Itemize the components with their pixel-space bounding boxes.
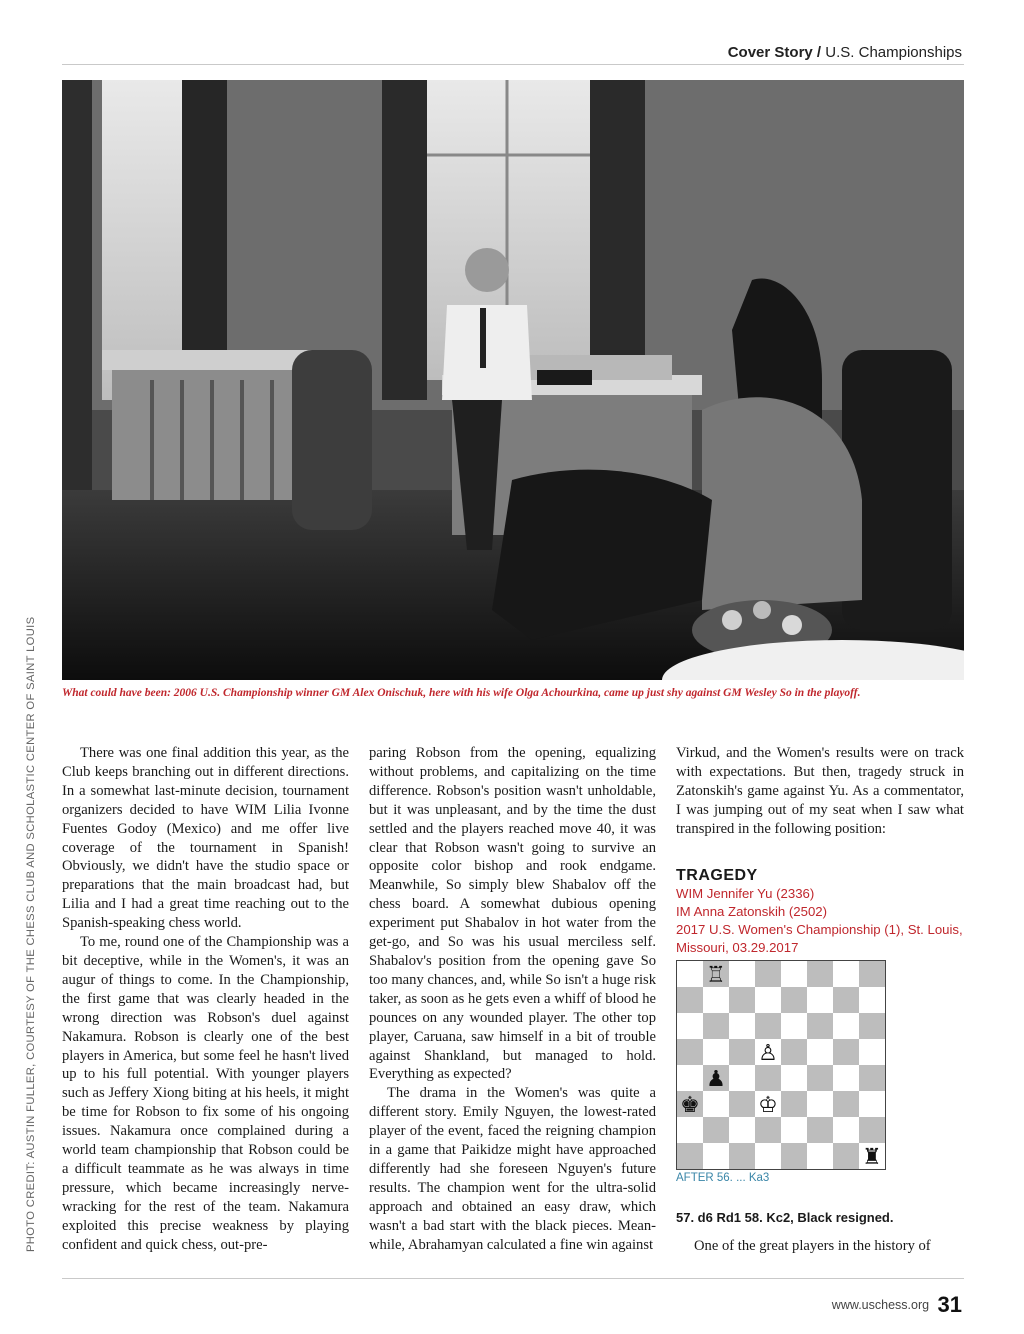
board-square xyxy=(859,1039,885,1065)
board-square xyxy=(729,1013,755,1039)
board-square xyxy=(833,1091,859,1117)
board-square xyxy=(807,961,833,987)
board-square xyxy=(729,1065,755,1091)
board-square xyxy=(807,1143,833,1169)
board-square xyxy=(755,1065,781,1091)
board-square xyxy=(729,1091,755,1117)
page-footer xyxy=(832,1292,962,1318)
board-square xyxy=(781,1039,807,1065)
paragraph: paring Robson from the opening, equalizing without problems, and capitalizing on the time difference. Robson's position wasn't unholdable, but it was unpleasant, and by the time the dust settled and the players reached move 40, it was clear that Robson wasn't going to survive an opposite color bishop and rook endgame. Meanwhile, So simply blew Shabalov off the chess board. A somewhat dubious opening experiment put Shabalov in hot water from the get-go, and So was his usual merciless self. Shabalov's position from the opening gave So too many chances, and, while So isn't a huge risk taker, as soon as he gets even a whiff of blood he pounces on any wounded player. The other top player, Caruana, saw himself in a bit of trouble against Shankland, but managed to hold. Everything as expected? xyxy=(369,745,656,1083)
board-square xyxy=(703,1117,729,1143)
board-square xyxy=(781,987,807,1013)
white-player: WIM Jennifer Yu (2336) xyxy=(676,886,815,902)
text-column-2 xyxy=(369,744,656,1254)
board-square xyxy=(755,1117,781,1143)
board-square xyxy=(703,1143,729,1169)
board-square xyxy=(729,987,755,1013)
board-square xyxy=(859,987,885,1013)
website-url: www.uschess.org xyxy=(831,1298,930,1312)
board-square xyxy=(729,961,755,987)
board-square xyxy=(833,1065,859,1091)
game-heading: TRAGEDY xyxy=(676,866,758,884)
subsection-name: U.S. Championships xyxy=(825,44,962,61)
white-king-icon: ♔ xyxy=(758,1093,778,1118)
board-square xyxy=(807,1013,833,1039)
game-moves: 57. d6 Rd1 58. Kc2, Black resigned. xyxy=(676,1210,894,1225)
photo-illustration xyxy=(62,80,964,680)
text-column-3 xyxy=(676,744,964,957)
running-header xyxy=(728,44,962,61)
event-info: 2017 U.S. Women's Championship (1), St. Louis, Missouri, 03.29.2017 xyxy=(676,922,963,956)
text-column-1 xyxy=(62,744,349,1254)
section-name: Cover Story xyxy=(727,44,813,61)
chess-board xyxy=(677,961,885,1169)
photo-credit: PHOTO CREDIT: AUSTIN FULLER, COURTESY OF THE CHESS CLUB AND SCHOLASTIC CENTER OF SAINT LOUIS xyxy=(25,616,37,1252)
board-square xyxy=(833,1013,859,1039)
board-square xyxy=(729,1143,755,1169)
black-pawn-icon: ♟ xyxy=(706,1067,726,1092)
board-square xyxy=(677,1039,703,1065)
board-square xyxy=(703,1091,729,1117)
board-square xyxy=(859,1065,885,1091)
board-square xyxy=(755,1013,781,1039)
header-separator: / xyxy=(816,44,822,61)
game-info xyxy=(676,885,964,957)
board-square xyxy=(781,1065,807,1091)
board-square xyxy=(807,987,833,1013)
board-square xyxy=(781,961,807,987)
board-square xyxy=(859,1091,885,1117)
board-square xyxy=(677,1013,703,1039)
chess-diagram xyxy=(676,960,886,1170)
board-square xyxy=(807,1117,833,1143)
footer-divider xyxy=(62,1278,964,1279)
board-square xyxy=(807,1065,833,1091)
black-player: IM Anna Zatonskih (2502) xyxy=(676,904,828,920)
board-square xyxy=(755,987,781,1013)
page-number: 31 xyxy=(937,1292,962,1317)
white-pawn-icon: ♙ xyxy=(758,1041,778,1066)
board-square xyxy=(833,1039,859,1065)
board-square xyxy=(677,1143,703,1169)
board-square xyxy=(677,987,703,1013)
black-king-icon: ♚ xyxy=(680,1093,700,1118)
board-square xyxy=(703,1039,729,1065)
paragraph: Virkud, and the Women's results were on track with expectations. But then, tragedy struck in Zatonskih's game against Yu. As a commentator, I was jumping out of my seat when I saw what transpired in the following position: xyxy=(676,745,964,837)
board-square xyxy=(703,987,729,1013)
board-square xyxy=(729,1039,755,1065)
black-rook-icon: ♜ xyxy=(862,1145,882,1169)
board-square xyxy=(833,1117,859,1143)
paragraph: To me, round one of the Championship was a bit deceptive, while in the Women's, it was an augur of things to come. In the Championship, the first game that was clearly headed in the wrong direction was Robson's duel against Nakamura. Robson is clearly one of the best players in America, but some feel he hasn't lived up to his full potential. With younger players such as Jeffery Xiong biting at his heels, it might be time for Robson to fix some of his ongoing issues. Nakamura once complained during a world team championship that Robson could be a difficult teammate as he was always in time pressure, which became increasingly nerve-wracking for the rest of the team. Nakamura exploited this precise weakness by playing confident and quick chess, out-pre- xyxy=(62,934,349,1253)
board-square xyxy=(677,961,703,987)
board-square xyxy=(859,1013,885,1039)
board-square xyxy=(833,987,859,1013)
board-square xyxy=(781,1117,807,1143)
paragraph: The drama in the Women's was quite a different story. Emily Nguyen, the lowest-rated player of the event, faced the reigning champion in a game that Paikidze might have approached differently had she foreseen Nguyen's future results. The champion went for the ultra-solid approach and obtained an easy draw, which wasn't a bad start with the black pieces. Meanwhile, Abrahamyan calculated a fine win against xyxy=(369,1085,656,1253)
board-square xyxy=(859,961,885,987)
board-square xyxy=(807,1091,833,1117)
board-square xyxy=(859,1117,885,1143)
board-square xyxy=(677,1117,703,1143)
paragraph: One of the great players in the history of xyxy=(694,1238,931,1254)
paragraph: There was one final addition this year, as the Club keeps branching out in different directions. In a somewhat last-minute decision, tournament organizers decided to have WIM Lilia Ivonne Fuentes Godoy (Mexico) and me offer live coverage of the tournament in Spanish! Obviously, we didn't have the studio space or preparations that the main broadcast had, but Lilia and I had a great time reaching out to the Spanish-speaking chess world. xyxy=(62,745,349,932)
cover-photo xyxy=(62,80,964,680)
board-square xyxy=(781,1013,807,1039)
board-square xyxy=(677,1065,703,1091)
board-square xyxy=(833,961,859,987)
header-divider xyxy=(62,64,964,65)
board-square xyxy=(755,961,781,987)
photo-caption: What could have been: 2006 U.S. Championship winner GM Alex Onischuk, here with his wife Olga Achourkina, came up just shy against GM Wesley So in the playoff. xyxy=(62,687,861,699)
board-square xyxy=(781,1143,807,1169)
board-square xyxy=(755,1143,781,1169)
white-rook-icon: ♖ xyxy=(706,963,726,988)
board-square xyxy=(807,1039,833,1065)
board-square xyxy=(703,1013,729,1039)
diagram-caption: AFTER 56. ... Ka3 xyxy=(676,1172,770,1184)
board-square xyxy=(781,1091,807,1117)
board-square xyxy=(729,1117,755,1143)
board-square xyxy=(833,1143,859,1169)
